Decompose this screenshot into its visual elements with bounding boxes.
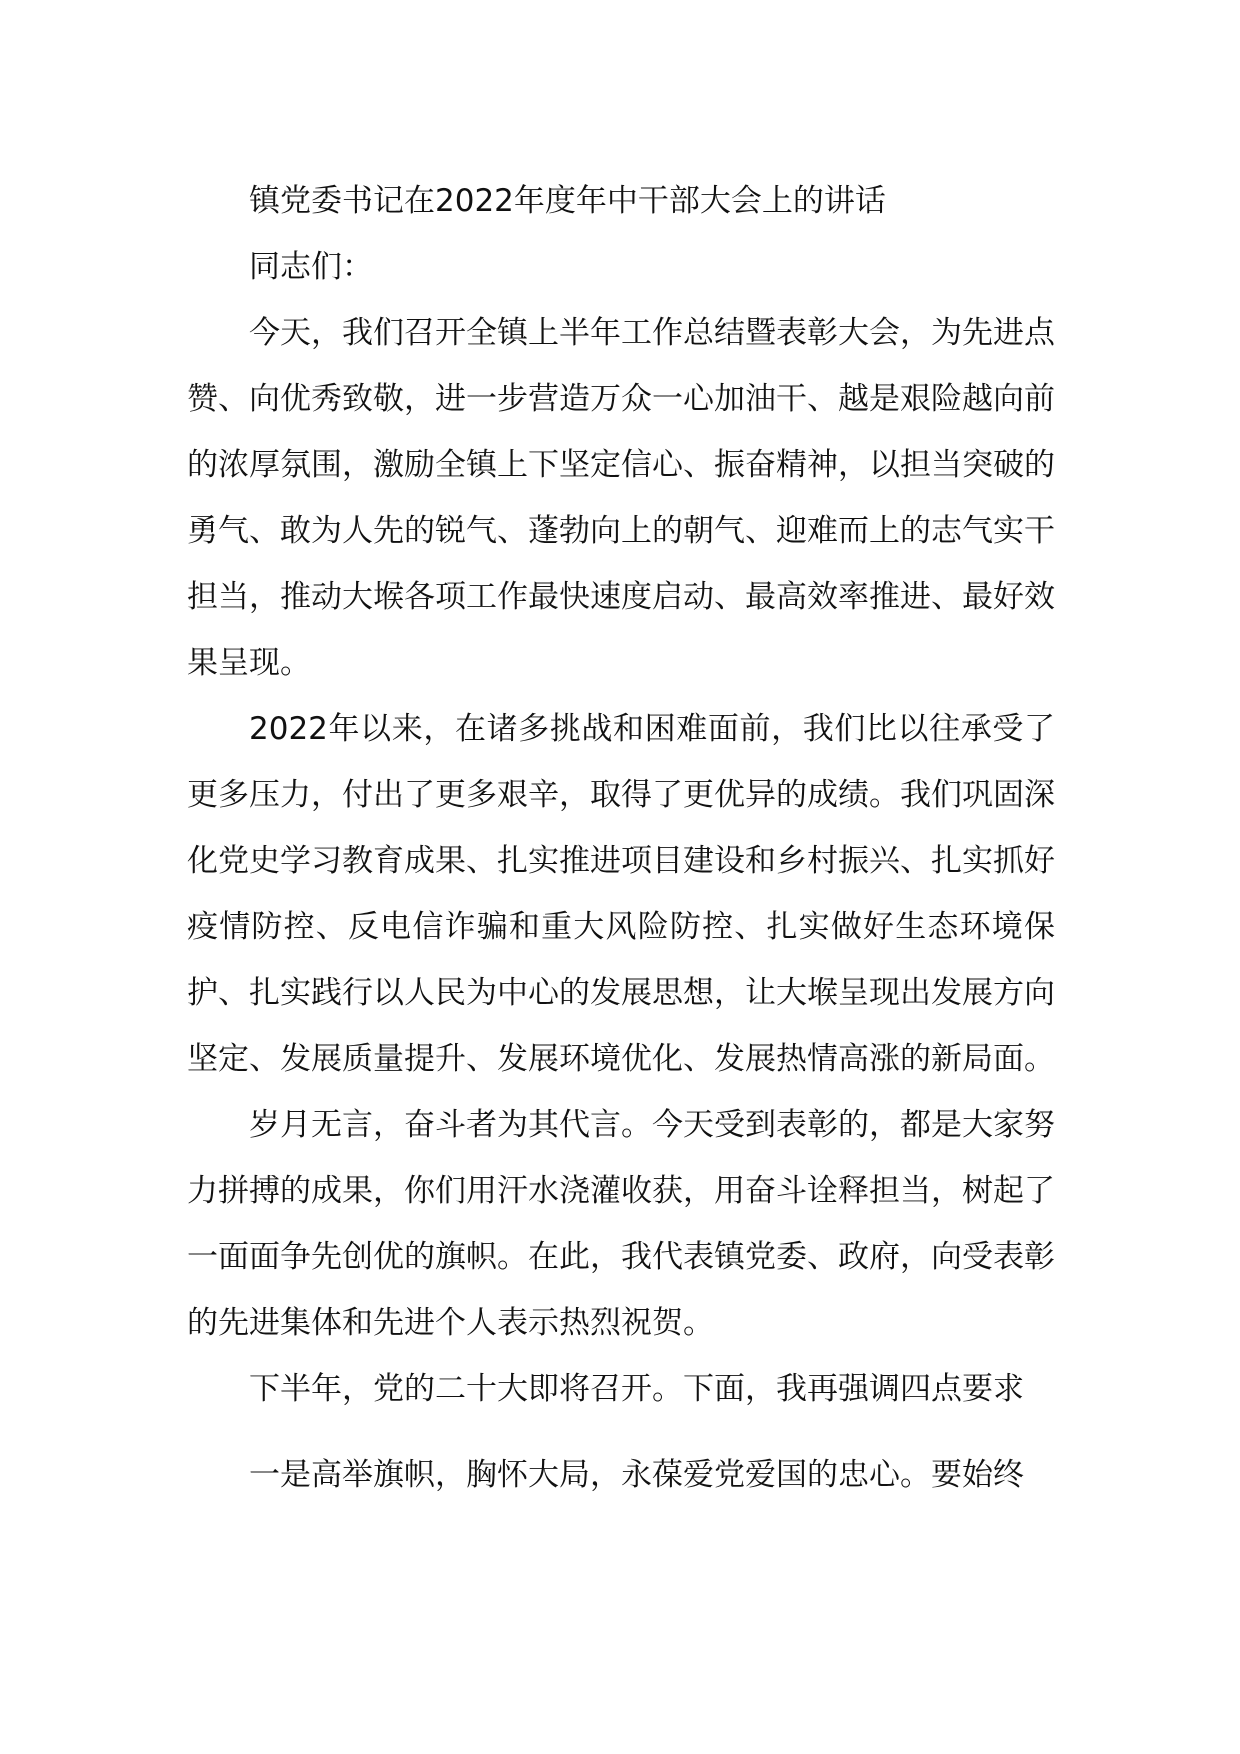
document-body [187,168,1055,1508]
paragraph-achievements: 2022年以来，在诸多挑战和困难面前，我们比以往承受了更多压力，付出了更多艰辛，取得了更优异的成绩。我们巩固深化党史学习教育成果、扎实推进项目建设和乡村振兴、扎实抓好疫情防控、反电信诈骗和重大风险防控、扎实做好生态环境保护、扎实践行以人民为中心的发展思想，让大堠呈现出发展方向坚定、发展质量提升、发展环境优化、发展热情高涨的新局面。 [187,711,1055,1077]
paragraph-requirements-intro: 下半年，党的二十大即将召开。下面，我再强调四点要求 [249,1371,1024,1407]
paragraph-spacer [187,1422,1055,1442]
salutation: 同志们： [249,249,373,285]
paragraph-commendation: 岁月无言，奋斗者为其代言。今天受到表彰的，都是大家努力拼搏的成果，你们用汗水浇灌收获，用奋斗诠释担当，树起了一面面争先创优的旗帜。在此，我代表镇党委、政府，向受表彰的先进集体和先进个人表示热烈祝贺。 [187,1107,1055,1341]
paragraph-point-one: 一是高举旗帜，胸怀大局，永葆爱党爱国的忠心。要始终 [249,1457,1024,1493]
document-title: 镇党委书记在2022年度年中干部大会上的讲话 [249,183,886,219]
paragraph-opening: 今天，我们召开全镇上半年工作总结暨表彰大会，为先进点赞、向优秀致敬，进一步营造万众一心加油干、越是艰险越向前的浓厚氛围，激励全镇上下坚定信心、振奋精神，以担当突破的勇气、敢为人先的锐气、蓬勃向上的朝气、迎难而上的志气实干担当，推动大堠各项工作最快速度启动、最高效率推进、最好效果呈现。 [187,315,1055,681]
